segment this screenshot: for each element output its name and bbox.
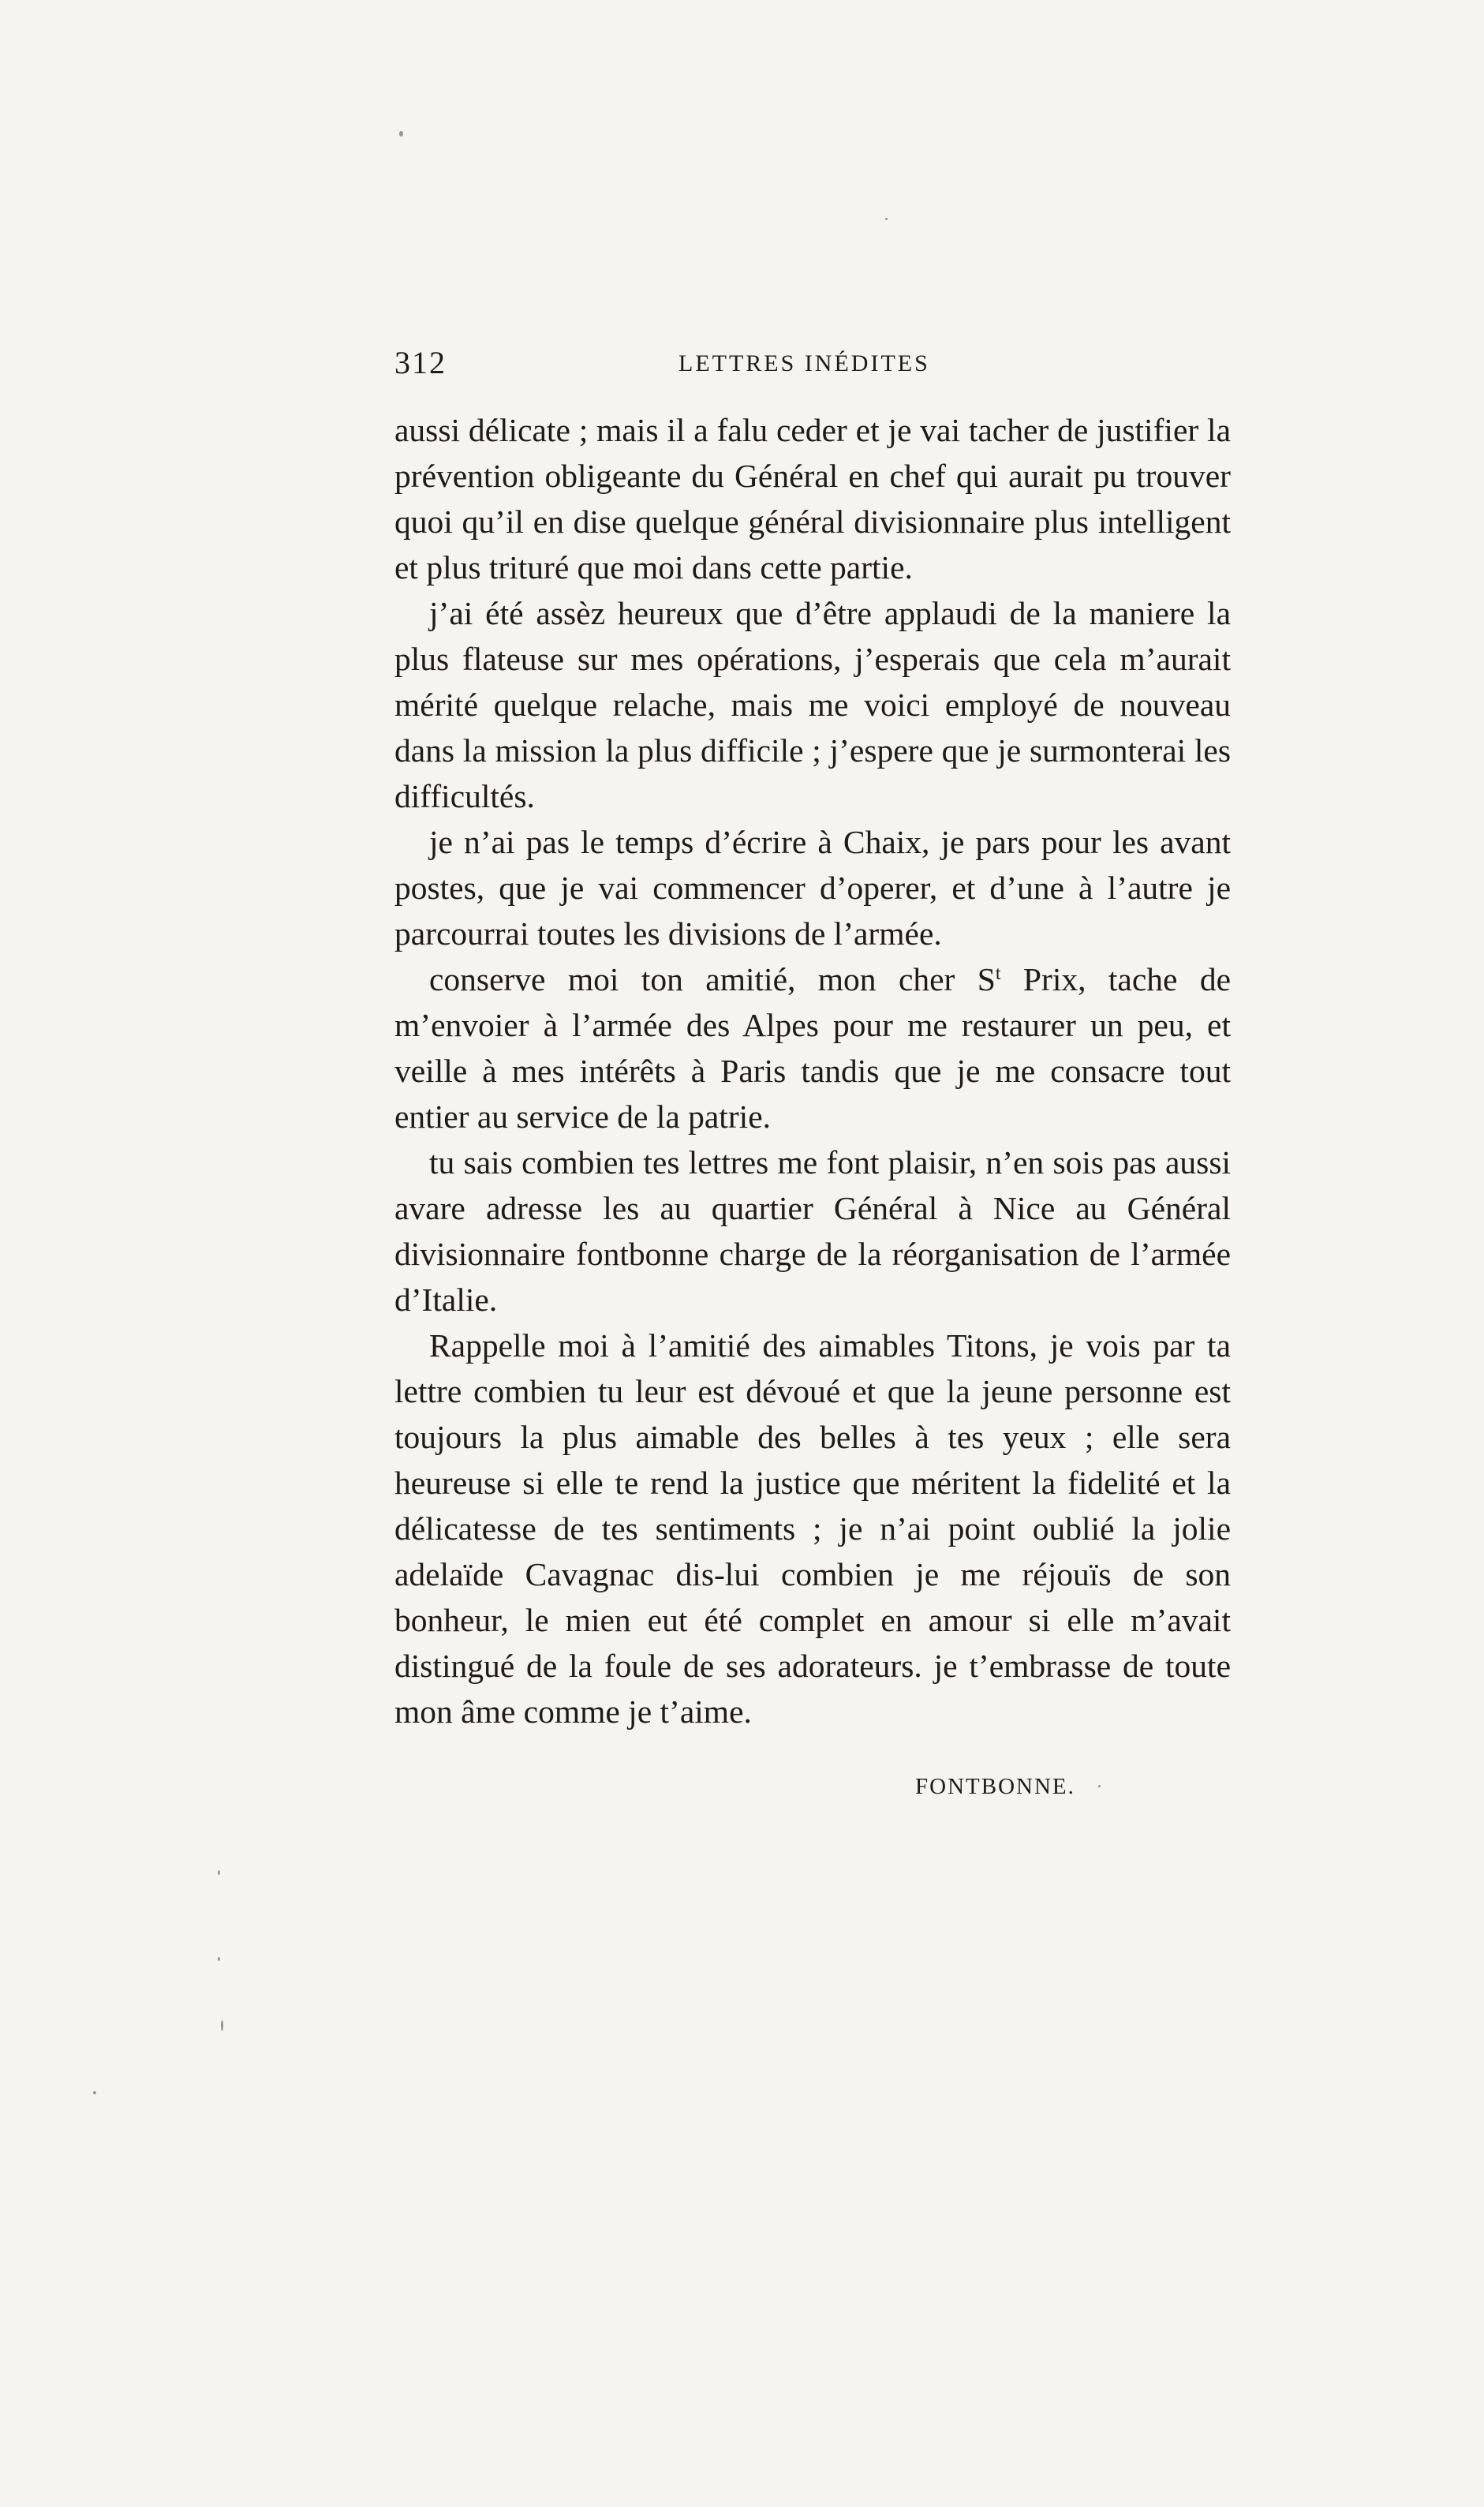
paper-speck <box>221 2020 223 2031</box>
paragraph-6: Rappelle moi à l’amitié des aimables Titons, je vois par ta lettre combien tu leur est dévoué et que la jeune personne est toujours la plus aimable des belles à tes yeux ; elle sera heureuse si elle te rend la justice que méritent la fidelité et la délicatesse de tes sentiments ; je n’ai point oublié la jolie adelaïde Cavagnac dis-lui combien je me réjouïs de son bonheur, le mien eut été complet en amour si elle m’avait distingué de la foule de ses adorateurs. je t’embrasse de toute mon âme comme je t’aime. <box>394 1327 1231 1730</box>
paragraph-4-part-2: Prix, tache de m’envoier à l’armée des Alpes pour me restaurer un peu, et veille à mes intérêts à Paris tandis que je me consacre tout entier au service de la patrie. <box>394 961 1231 1135</box>
page-number: 312 <box>394 345 447 380</box>
paper-speck <box>885 218 888 220</box>
paragraph-2: j’ai été assèz heureux que d’être applaudi de la maniere la plus flateuse sur mes opérations, j’esperais que cela m’aurait mérité quelque relache, mais me voici employé de nouveau dans la mission la plus difficile ; j’espere que je surmonterai les difficultés. <box>394 595 1231 814</box>
paper-speck <box>1098 1785 1101 1787</box>
letter-body <box>394 407 1231 1734</box>
signature: FONTBONNE. <box>915 1774 1075 1799</box>
paper-speck <box>93 2091 96 2094</box>
saint-abbreviation-superscript: t <box>995 964 1001 984</box>
running-title: LETTRES INÉDITES <box>678 350 930 376</box>
paragraph-1: aussi délicate ; mais il a falu ceder et je vai tacher de justifier la prévention obligeante du Général en chef qui aurait pu trouver quoi qu’il en dise quelque général divisionnaire plus intelligent et plus trituré que moi dans cette partie. <box>394 412 1231 586</box>
paragraph-5: tu sais combien tes lettres me font plaisir, n’en sois pas aussi avare adresse les au quartier Général à Nice au Général divisionnaire fontbonne charge de la réorganisation de l’armée d’Italie. <box>394 1144 1231 1318</box>
paper-speck <box>399 131 403 137</box>
paragraph-4-part-1: conserve moi ton amitié, mon cher S <box>429 961 996 997</box>
paragraph-3: je n’ai pas le temps d’écrire à Chaix, je pars pour les avant postes, que je vai commencer d’operer, et d’une à l’autre je parcourrai toutes les divisions de l’armée. <box>394 824 1231 952</box>
paper-speck <box>218 1957 220 1961</box>
running-head <box>394 344 1231 391</box>
paragraph-4 <box>394 956 1231 1139</box>
paper-speck <box>218 1870 220 1875</box>
